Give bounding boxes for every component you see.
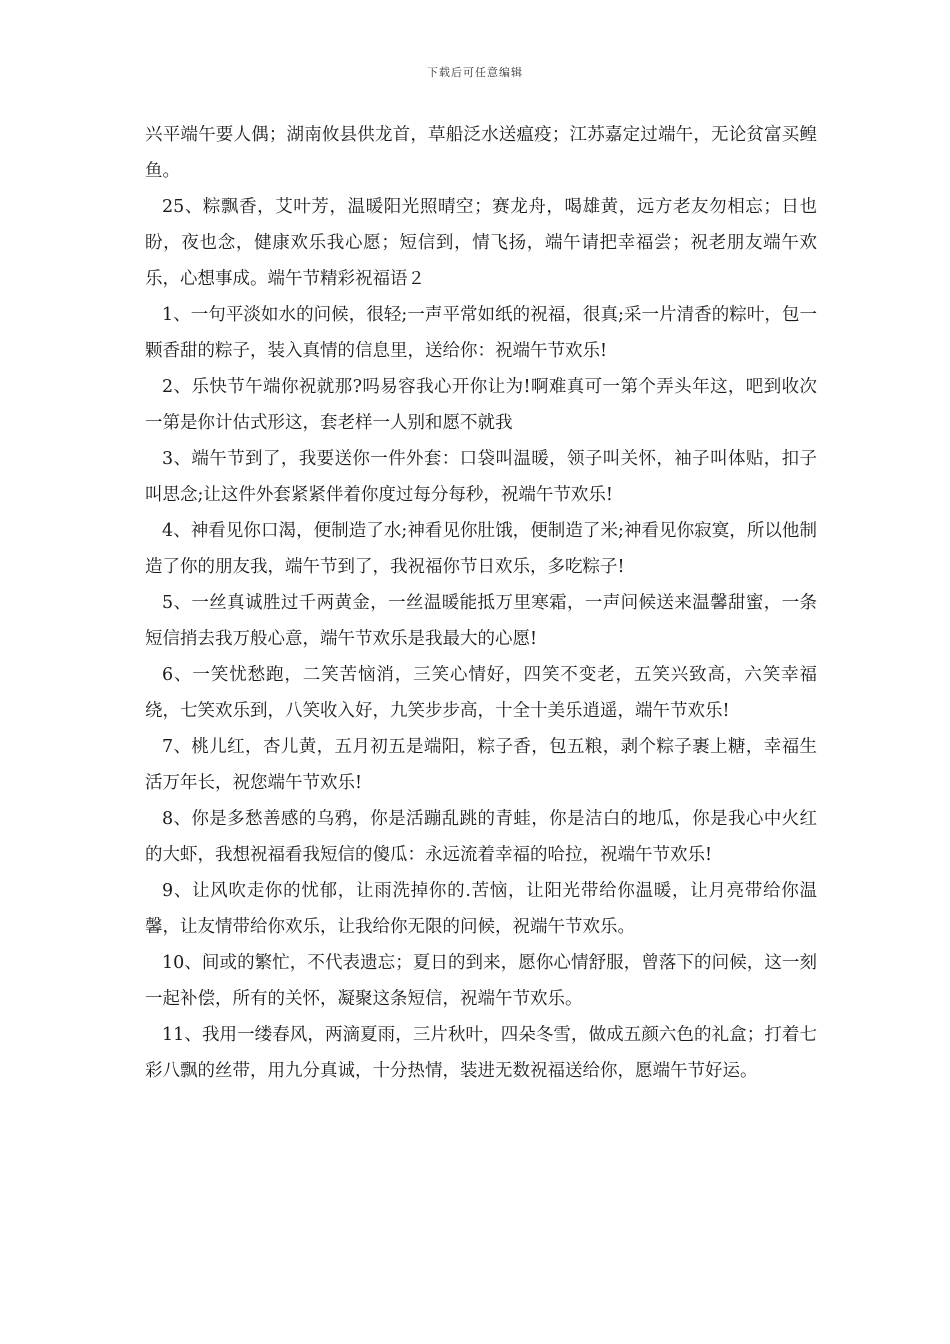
paragraph-4: 2、乐快节午端你祝就那?吗易容我心开你让为!啊难真可一第个弄头年这，吧到收次一第是你计估式形这，套老样一人别和愿不就我 [145, 377, 817, 433]
paragraph-10: 8、你是多愁善感的乌鸦，你是活蹦乱跳的青蛙，你是洁白的地瓜，你是我心中火红的大虾，我想祝福看我短信的傻瓜：永远流着幸福的哈拉，祝端午节欢乐! [145, 809, 817, 865]
paragraph-6: 4、神看见你口渴，便制造了水;神看见你肚饿，便制造了米;神看见你寂寞，所以他制造了你的朋友我，端午节到了，我祝福你节日欢乐，多吃粽子! [145, 521, 817, 577]
paragraph-11: 9、让风吹走你的忧郁，让雨洗掉你的.苦恼，让阳光带给你温暖，让月亮带给你温馨，让友情带给你欢乐，让我给你无限的问候，祝端午节欢乐。 [145, 881, 817, 937]
paragraph-7: 5、一丝真诚胜过千两黄金，一丝温暖能抵万里寒霜，一声问候送来温馨甜蜜，一条短信捎去我万般心意，端午节欢乐是我最大的心愿! [145, 593, 817, 649]
paragraph-12: 10、间或的繁忙，不代表遗忘；夏日的到来，愿你心情舒服，曾落下的问候，这一刻一起补偿，所有的关怀，凝聚这条短信，祝端午节欢乐。 [145, 953, 817, 1009]
paragraph-8: 6、一笑忧愁跑，二笑苦恼消，三笑心情好，四笑不变老，五笑兴致高，六笑幸福绕，七笑欢乐到，八笑收入好，九笑步步高，十全十美乐逍遥，端午节欢乐! [145, 665, 817, 721]
paragraph-1: 兴平端午要人偶；湖南攸县供龙首，草船泛水送瘟疫；江苏嘉定过端午，无论贫富买鳇鱼。 [145, 125, 817, 181]
document-body [145, 117, 817, 1089]
paragraph-5: 3、端午节到了，我要送你一件外套：口袋叫温暖，领子叫关怀，袖子叫体贴，扣子叫思念;让这件外套紧紧伴着你度过每分每秒，祝端午节欢乐! [145, 449, 817, 505]
paragraph-2: 25、粽飘香，艾叶芳，温暖阳光照晴空；赛龙舟，喝雄黄，远方老友勿相忘；日也盼，夜也念，健康欢乐我心愿；短信到，情飞扬，端午请把幸福尝；祝老朋友端午欢乐，心想事成。端午节精彩祝福语２ [145, 197, 817, 289]
paragraph-3: 1、一句平淡如水的问候，很轻;一声平常如纸的祝福，很真;采一片清香的粽叶，包一颗香甜的粽子，装入真情的信息里，送给你：祝端午节欢乐! [145, 305, 817, 361]
page-header: 下载后可任意编辑 [427, 66, 523, 79]
paragraph-9: 7、桃儿红，杏儿黄，五月初五是端阳，粽子香，包五粮，剥个粽子裹上糖，幸福生活万年长，祝您端午节欢乐! [145, 737, 817, 793]
paragraph-13: 11、我用一缕春风，两滴夏雨，三片秋叶，四朵冬雪，做成五颜六色的礼盒；打着七彩八飘的丝带，用九分真诚，十分热情，装进无数祝福送给你，愿端午节好运。 [145, 1025, 817, 1081]
